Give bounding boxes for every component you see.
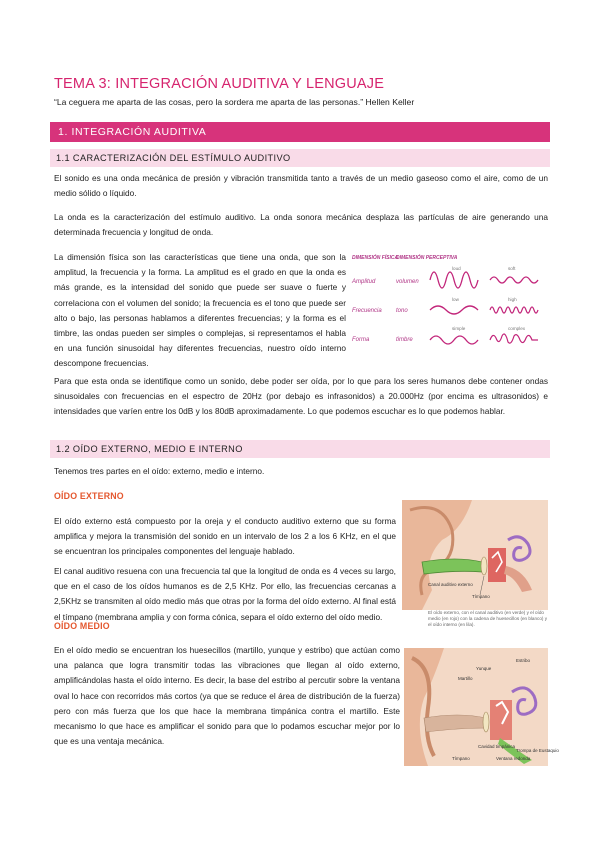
label-eardrum: Tímpano bbox=[472, 594, 490, 599]
row-label-perceptual: timbre bbox=[396, 337, 413, 343]
paragraph: La dimensión física son las características que tiene una onda, que son la amplitud, la frecuencia y la forma. La amplitud es el grado en que la onda es más grande, es la intensidad del sonido que puede ser suave o fuerte y correlaciona con el volumen del sonido; la frecuencia es el tono que puede ser alto o bajo, las personas hablamos a diferentes frecuencias; y la forma es el timbre, las ondas pueden ser simples o complejas, si representamos el habla en una función sinusoidal hay diferentes frecuencias, nuestro oído interno descompone frecuencias. bbox=[54, 252, 346, 369]
label-ear-canal: Canal auditivo externo bbox=[428, 582, 473, 587]
figure-caption: El oído externo, con el canal auditivo (en verde) y el oído medio (en rojo) con la cadena de huesecillos (en blanco) y el oído interno (en lila). bbox=[428, 610, 547, 627]
table-header-physical: DIMENSIÓN FÍSICA bbox=[352, 255, 399, 261]
label-eustachian-tube: Trompa de Eustaquio bbox=[516, 748, 559, 753]
simple-wave bbox=[430, 336, 478, 344]
wave-label: loud bbox=[452, 266, 461, 271]
row-label-perceptual: volumen bbox=[396, 279, 419, 285]
wave-label: complex bbox=[508, 326, 526, 331]
loud-wave bbox=[430, 272, 478, 288]
complex-wave bbox=[490, 334, 538, 343]
sound-wave-dimensions-figure bbox=[350, 250, 548, 350]
wave-label: soft bbox=[508, 266, 516, 271]
paragraph: Tenemos tres partes en el oído: externo, medio e interno. bbox=[54, 466, 265, 476]
section-heading-bar bbox=[50, 122, 550, 142]
subsection-heading-bar bbox=[50, 149, 550, 167]
section-heading: 1. INTEGRACIÓN AUDITIVA bbox=[58, 126, 207, 138]
paragraph: Para que esta onda se identifique como un sonido, debe poder ser oída, por lo que para los seres humanos debe contener ondas sinusoidales con frecuencias en el espectro de 20Hz (por debajo es infrasonidos) a 20.000Hz (por encima es ultrasonidos) e intensidades que varíen entre los 0dB y los 80dB aproximadamente. Lo que podemos escuchar es lo que podemos hablar. bbox=[54, 376, 548, 417]
document-title: TEMA 3: INTEGRACIÓN AUDITIVA Y LENGUAJE bbox=[54, 76, 385, 92]
row-label-perceptual: tono bbox=[396, 308, 408, 314]
subsection-heading: 1.2 OÍDO EXTERNO, MEDIO E INTERNO bbox=[56, 444, 243, 454]
low-wave bbox=[430, 306, 478, 314]
paragraph: El oído externo está compuesto por la oreja y el conducto auditivo externo que su forma amplifica y mejora la transmisión del sonido en un intervalo de los 2 a los 6 KHz, en el que se encuentran los principales componentes del lenguaje hablado. bbox=[54, 516, 396, 557]
label-incus: Yunque bbox=[476, 666, 492, 671]
label-eardrum: Tímpano bbox=[452, 756, 470, 761]
wave-label: simple bbox=[452, 326, 466, 331]
subheading-outer-ear: OÍDO EXTERNO bbox=[54, 491, 124, 501]
wave-label: low bbox=[452, 297, 459, 302]
subsection-heading-bar bbox=[50, 440, 550, 458]
row-label-physical: Amplitud bbox=[352, 279, 376, 285]
paragraph: El sonido es una onda mecánica de presión y vibración transmitida tanto a través de un medio gaseoso como el aire, como de un medio sólido o líquido. bbox=[54, 173, 548, 199]
row-label-physical: Frecuencia bbox=[352, 308, 382, 314]
outer-ear-illustration bbox=[402, 500, 548, 610]
table-header-perceptual: DIMENSIÓN PERCEPTIVA bbox=[396, 255, 458, 261]
wave-label: high bbox=[508, 297, 517, 302]
label-round-window: Ventana redonda bbox=[496, 756, 531, 761]
soft-wave bbox=[490, 277, 538, 283]
paragraph: En el oído medio se encuentran los huesecillos (martillo, yunque y estribo) que actúan como una palanca que logra transmitir todas las vibraciones que llegan al oído externo, amplificándolas hasta el oído interno. Es decir, la base del estribo al percutir sobre la ventana oval lo hace con recorridos más cortos (ya que se reduce el área de distribución de la fuerza) pero con más fuerza que los que hace la membrana timpánica contra el martillo. Este mecanismo lo que hace es amplificar el sonido para que lo podamos escuchar mejor por lo que es una ventaja mecánica. bbox=[54, 645, 400, 747]
subsection-heading: 1.1 CARACTERIZACIÓN DEL ESTÍMULO AUDITIVO bbox=[56, 153, 291, 163]
middle-ear-illustration bbox=[404, 648, 559, 766]
subheading-middle-ear: OÍDO MEDIO bbox=[54, 621, 110, 631]
paragraph: La onda es la caracterización del estímulo auditivo. La onda sonora mecánica desplaza las partículas de aire generando una determinada frecuencia y longitud de onda. bbox=[54, 212, 548, 238]
row-label-physical: Forma bbox=[352, 337, 370, 343]
label-malleus: Martillo bbox=[458, 676, 473, 681]
high-wave bbox=[490, 307, 538, 313]
paragraph: El canal auditivo resuena con una frecuencia tal que la longitud de onda es 4 veces su largo, que en el caso de los oídos humanos es de 2,5 KHz. Por ello, las frecuencias cercanas a 2,5KHz se transmiten al oído medio más que otras por la forma del oído externo. Al final está el tímpano (membrana amplia y con forma cónica, separa el oído externo del oído medio. bbox=[54, 566, 396, 622]
label-tympanic-cavity: Cavidad timpánica bbox=[478, 744, 516, 749]
epigraph-quote: “La ceguera me aparta de las cosas, pero la sordera me aparta de las personas.” Hellen Keller bbox=[54, 97, 415, 107]
label-stapes: Estribo bbox=[516, 658, 531, 663]
